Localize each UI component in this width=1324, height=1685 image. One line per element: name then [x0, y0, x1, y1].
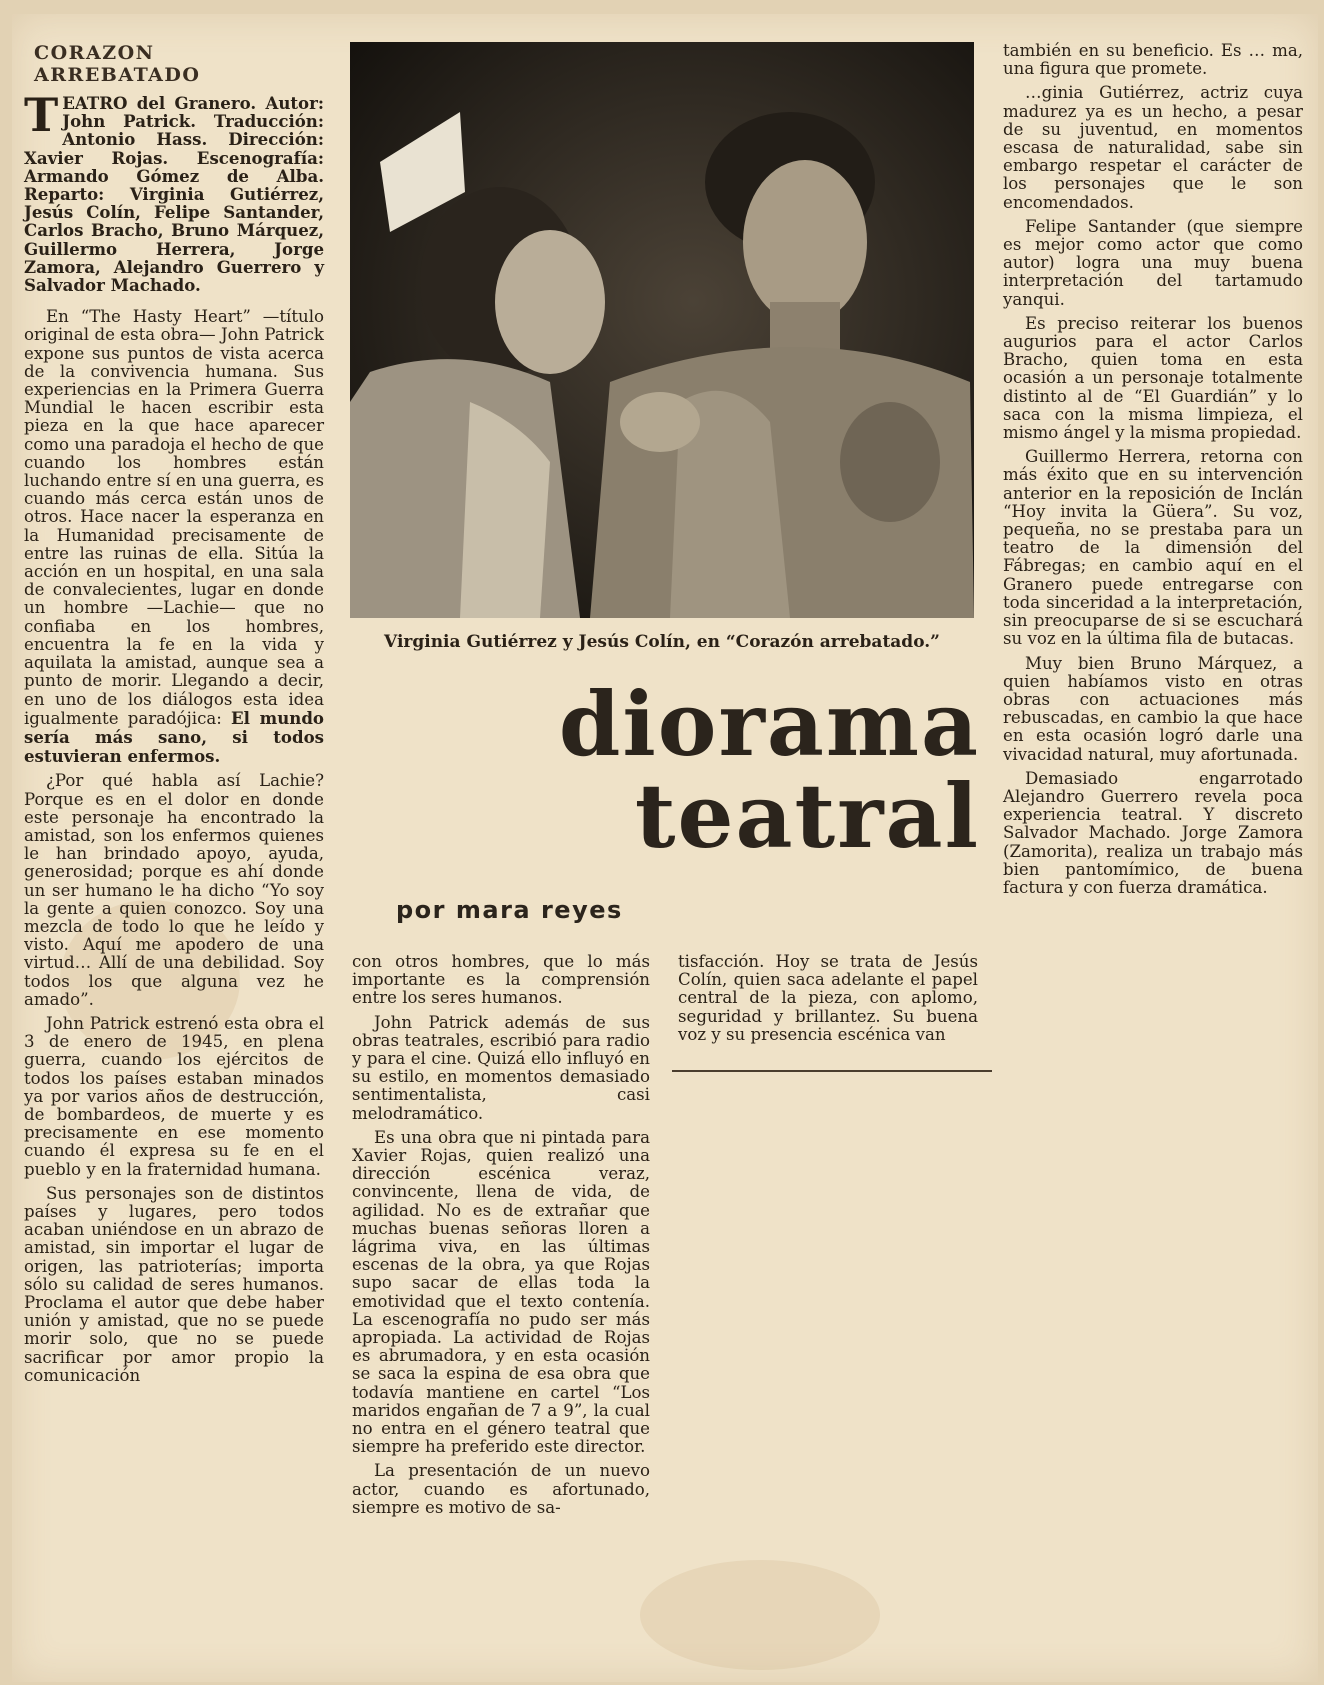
credits-text: EATRO del Granero. Autor: John Patrick. Traducción: Antonio Hass. Dirección: Xavier Rojas. Escenografía: Armando Gómez de Alba. Reparto: Virginia Gutiérrez, Jesús Colín, Felipe Santander, Carlos Bracho, Bruno Márquez, Guillermo Herrera, Jorge Zamora, Alejandro Guerrero y Salvador Machado.	[24, 93, 324, 296]
paragraph: Demasiado engarrotado Alejandro Guerrero revela poca experiencia teatral. Y discreto Salvador Machado. Jorge Zamora (Zamorita), realiza un trabajo más bien pantomímico, de buena factura y con fuerza dramática.	[1003, 768, 1303, 897]
article-column-3	[678, 953, 978, 1050]
paragraph: con otros hombres, que lo más importante es la comprensión entre los seres humanos.	[352, 952, 650, 1008]
section-title	[520, 672, 980, 868]
article-column-1	[24, 42, 324, 1391]
credits-block	[24, 88, 324, 296]
paragraph: John Patrick estrenó esta obra el 3 de enero de 1945, en plena guerra, cuando los ejércitos de todos los países estaban minados ya por varios años de destrucción, de bombardeos, de muerte y es precisamente en ese momento cuando él expresa su fe en el pueblo y en la fraternidad humana.	[24, 1013, 324, 1179]
paragraph: La presentación de un nuevo actor, cuando es afortunado, siempre es motivo de sa-	[352, 1461, 650, 1517]
paragraph: ¿Por qué habla así Lachie? Porque es en el dolor en donde este personaje ha encontrado la amistad, son los enfermos quienes le han brindado apoyo, ayuda, generosidad; porque es ahí donde un ser humano le ha dicho “Yo soy la gente a quien conozco. Soy una mezcla de todo lo que he leído y visto. Aquí me apodero de una virtud… Allí de una debilidad. Soy todos los que alguna vez he amado”.	[24, 771, 324, 1009]
bold-quote: El mundo sería más sano, si todos estuvieran enfermos.	[24, 707, 324, 767]
column-divider-rule	[672, 1070, 992, 1072]
paragraph: John Patrick además de sus obras teatrales, escribió para radio y para el cine. Quizá ello influyó en su estilo, en momentos demasiado sentimentalista, casi melodramático.	[352, 1012, 650, 1123]
paragraph: también en su beneficio. Es … ma, una figura que promete.	[1003, 41, 1303, 79]
drop-cap: T	[24, 88, 59, 142]
paragraph: Muy bien Bruno Márquez, a quien habíamos visto en otras obras con actuaciones más rebuscadas, en cambio la que hace en esta ocasión logró darle una vivacidad natural, muy afortunada.	[1003, 653, 1303, 764]
paragraph: …ginia Gutiérrez, actriz cuya madurez ya es un hecho, a pesar de su juventud, en momentos escasa de naturalidad, sabe sin embargo respetar el carácter de los personajes que le son encomendados.	[1003, 83, 1303, 212]
paragraph	[24, 308, 324, 766]
photo-illustration	[350, 42, 974, 618]
article-column-2	[352, 953, 650, 1523]
paragraph: Guillermo Herrera, retorna con más éxito que en su intervención anterior en la reposición de Inclán “Hoy invita la Güera”. Su voz, pequeña, no se prestaba para un teatro de la dimensión del Fábregas; en cambio aquí en el Granero puede entregarse con toda sinceridad a la interpretación, sin preocuparse de si se escuchará su voz en la última fila de butacas.	[1003, 447, 1303, 649]
paper-stain	[640, 1560, 880, 1670]
paragraph: tisfacción. Hoy se trata de Jesús Colín, quien saca adelante el papel central de la pieza, con aplomo, seguridad y brillantez. Su buena voz y su presencia escénica van	[678, 952, 978, 1044]
byline: por mara reyes	[396, 896, 623, 924]
article-column-4	[1003, 42, 1303, 903]
paragraph: Sus personajes son de distintos países y lugares, pero todos acaban uniéndose en un abrazo de amistad, sin importar el lugar de origen, las patrioterías; importa sólo su calidad de seres humanos. Proclama el autor que debe haber unión y amistad, que no se puede morir solo, que no se puede sacrificar por amor propio la comunicación	[24, 1183, 324, 1385]
paragraph-text: En “The Hasty Heart” —título original de esta obra— John Patrick expone sus puntos de vista acerca de la convivencia humana. Sus experiencias en la Primera Guerra Mundial le hacen escribir esta pieza en la que hace aparecer como una paradoja el hecho de que cuando los hombres están luchando entre sí en una guerra, es cuando más cerca están unos de otros. Hace nacer la esperanza en la Humanidad precisamente de entre las ruinas de ella. Sitúa la acción en un hospital, en una sala de convalecientes, lugar en donde un hombre —Lachie— que no confiaba en los hombres, encuentra la fe en la vida y aquilata la amistad, aunque sea a punto de morir. Llegando a decir, en uno de los diálogos esta idea igualmente paradójica:	[24, 307, 324, 728]
paragraph: Es preciso reiterar los buenos augurios para el actor Carlos Bracho, quien toma en esta ocasión a un personaje totalmente distinto al de “El Guardián” y lo saca con la misma limpieza, el mismo ángel y la misma propiedad.	[1003, 313, 1303, 443]
title-line-2: teatral	[634, 764, 980, 868]
paragraph: Es una obra que ni pintada para Xavier Rojas, quien realizó una dirección escénica veraz, convincente, llena de vida, de agilidad. No es de extrañar que muchas buenas señoras lloren a lágrima viva, en las últimas escenas de la obra, ya que Rojas supo sacar de ellas toda la emotividad que el texto contenía. La escenografía no pudo ser más apropiada. La actividad de Rojas es abrumadora, y en esta ocasión se saca la espina de esa obra que todavía mantiene en cartel “Los maridos engañan de 7 a 9”, la cual no entra en el género teatral que siempre ha preferido este director.	[352, 1127, 650, 1457]
article-headline: CORAZON ARREBATADO	[34, 42, 201, 86]
paragraph: Felipe Santander (que siempre es mejor como actor que como autor) logra una muy buena interpretación del tartamudo yanqui.	[1003, 216, 1303, 309]
photo-actors	[350, 42, 974, 618]
photo-caption: Virginia Gutiérrez y Jesús Colín, en “Corazón arrebatado.”	[384, 632, 940, 652]
title-line-1: diorama	[558, 672, 980, 776]
